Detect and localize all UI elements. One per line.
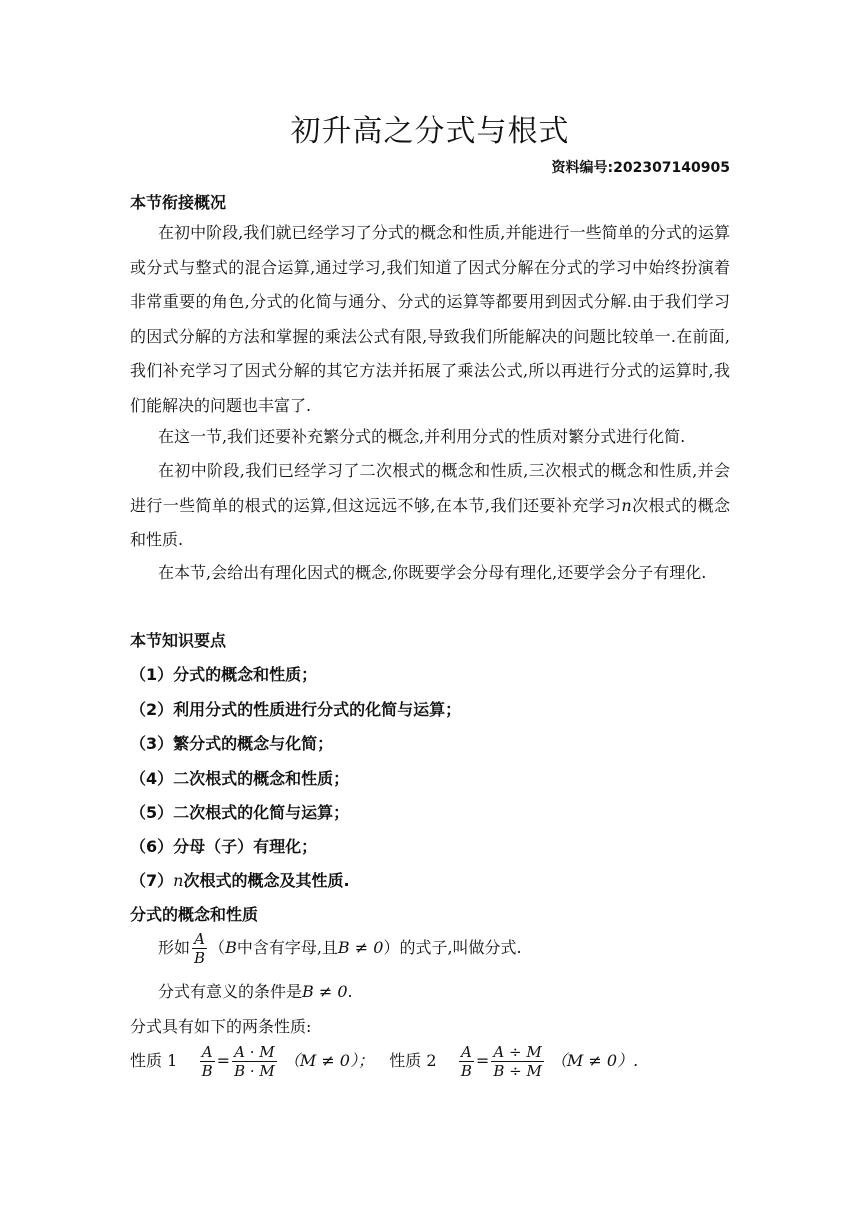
property-1-label: 性质 1 — [130, 1051, 178, 1070]
condition-open: （ — [209, 938, 226, 957]
knowledge-point-5: （5）二次根式的化简与运算； — [130, 803, 350, 822]
meaning-condition — [158, 979, 353, 1002]
property-2-rhs — [491, 1043, 544, 1080]
properties-intro: 分式具有如下的两条性质: — [130, 1017, 312, 1036]
property-1-lhs — [200, 1043, 215, 1080]
rhs-numerator: A · M — [232, 1043, 277, 1062]
property-2-lhs — [459, 1043, 474, 1080]
fraction-denominator: B — [194, 949, 206, 967]
fraction-a-over-b — [192, 930, 207, 967]
knowledge-point-1: （1）分式的概念和性质； — [130, 665, 318, 684]
overview-paragraph-3-text-b: 次根式的概念和性质. — [130, 495, 730, 549]
fraction-properties — [130, 1043, 638, 1080]
page-title: 初升高之分式与根式 — [290, 114, 570, 149]
overview-paragraph-4: 在本节,会给出有理化因式的概念,你既要学会分母有理化,还要学会分子有理化. — [158, 563, 707, 582]
knowledge-point-6: （6）分母（子）有理化； — [130, 837, 318, 856]
definition-prefix: 形如 — [158, 938, 191, 957]
meaning-suffix: . — [347, 982, 353, 1001]
condition-text: 中含有字母,且 — [236, 938, 338, 957]
condition-expression: B ≠ 0 — [337, 938, 384, 957]
knowledge-point-3: （3）繁分式的概念与化简； — [130, 734, 334, 753]
rhs-numerator: A ÷ M — [491, 1043, 544, 1062]
knowledge-point-7-prefix: （7） — [130, 871, 174, 890]
concept-heading: 分式的概念和性质 — [130, 905, 259, 924]
property-1-rhs — [232, 1043, 277, 1080]
equals-sign: = — [216, 1051, 231, 1070]
overview-paragraph-2: 在这一节,我们还要补充繁分式的概念,并利用分式的性质对繁分式进行化简. — [158, 427, 686, 446]
knowledge-point-7 — [130, 868, 350, 891]
overview-paragraph-3-text-a: 在初中阶段,我们已经学习了二次根式的概念和性质,三次根式的概念和性质,并会进行一些简单的根式的运算,但这远远不够,在本节,我们还要补充学习 — [130, 461, 730, 515]
n-variable: n — [621, 495, 632, 515]
property-2-condition: （M ≠ 0）. — [550, 1051, 639, 1070]
rhs-denominator: B ÷ M — [493, 1062, 542, 1080]
meaning-expression: B ≠ 0 — [302, 982, 348, 1001]
overview-heading: 本节衔接概况 — [130, 193, 227, 212]
fraction-definition — [158, 930, 522, 967]
knowledge-point-7-suffix: 次根式的概念及其性质. — [183, 871, 350, 890]
rhs-denominator: B · M — [234, 1062, 275, 1080]
lhs-denominator: B — [460, 1062, 472, 1080]
equals-sign: = — [475, 1051, 490, 1070]
property-1-condition: （M ≠ 0）； — [283, 1051, 374, 1070]
condition-close: ）的式子,叫做分式. — [383, 938, 522, 957]
knowledge-point-2: （2）利用分式的性质进行分式的化简与运算； — [130, 700, 462, 719]
overview-paragraph-1: 在初中阶段,我们就已经学习了分式的概念和性质,并能进行一些简单的分式的运算或分式与整式的混合运算,通过学习,我们知道了因式分解在分式的学习中始终扮演着非常重要的角色,分式的化简与通分、分式的运算等都要用到因式分解.由于我们学习的因式分解的方法和掌握的乘法公式有限,导致我们所能解决的问题比较单一.在前面,我们补充学习了因式分解的其它方法并拓展了乘法公式,所以再进行分式的运算时,我们能解决的问题也丰富了. — [130, 223, 730, 415]
lhs-numerator: A — [200, 1043, 215, 1062]
knowledge-point-4: （4）二次根式的概念和性质； — [130, 769, 350, 788]
property-2-label: 性质 2 — [389, 1051, 437, 1070]
fraction-numerator: A — [192, 930, 207, 949]
condition-variable-b: B — [225, 938, 237, 957]
lhs-numerator: A — [459, 1043, 474, 1062]
lhs-denominator: B — [201, 1062, 213, 1080]
document-id: 资料编号:202307140905 — [551, 160, 730, 176]
meaning-prefix: 分式有意义的条件是 — [158, 982, 303, 1001]
n-variable: n — [173, 871, 184, 890]
knowledge-points-heading: 本节知识要点 — [130, 631, 227, 650]
overview-paragraph-3 — [130, 454, 730, 558]
